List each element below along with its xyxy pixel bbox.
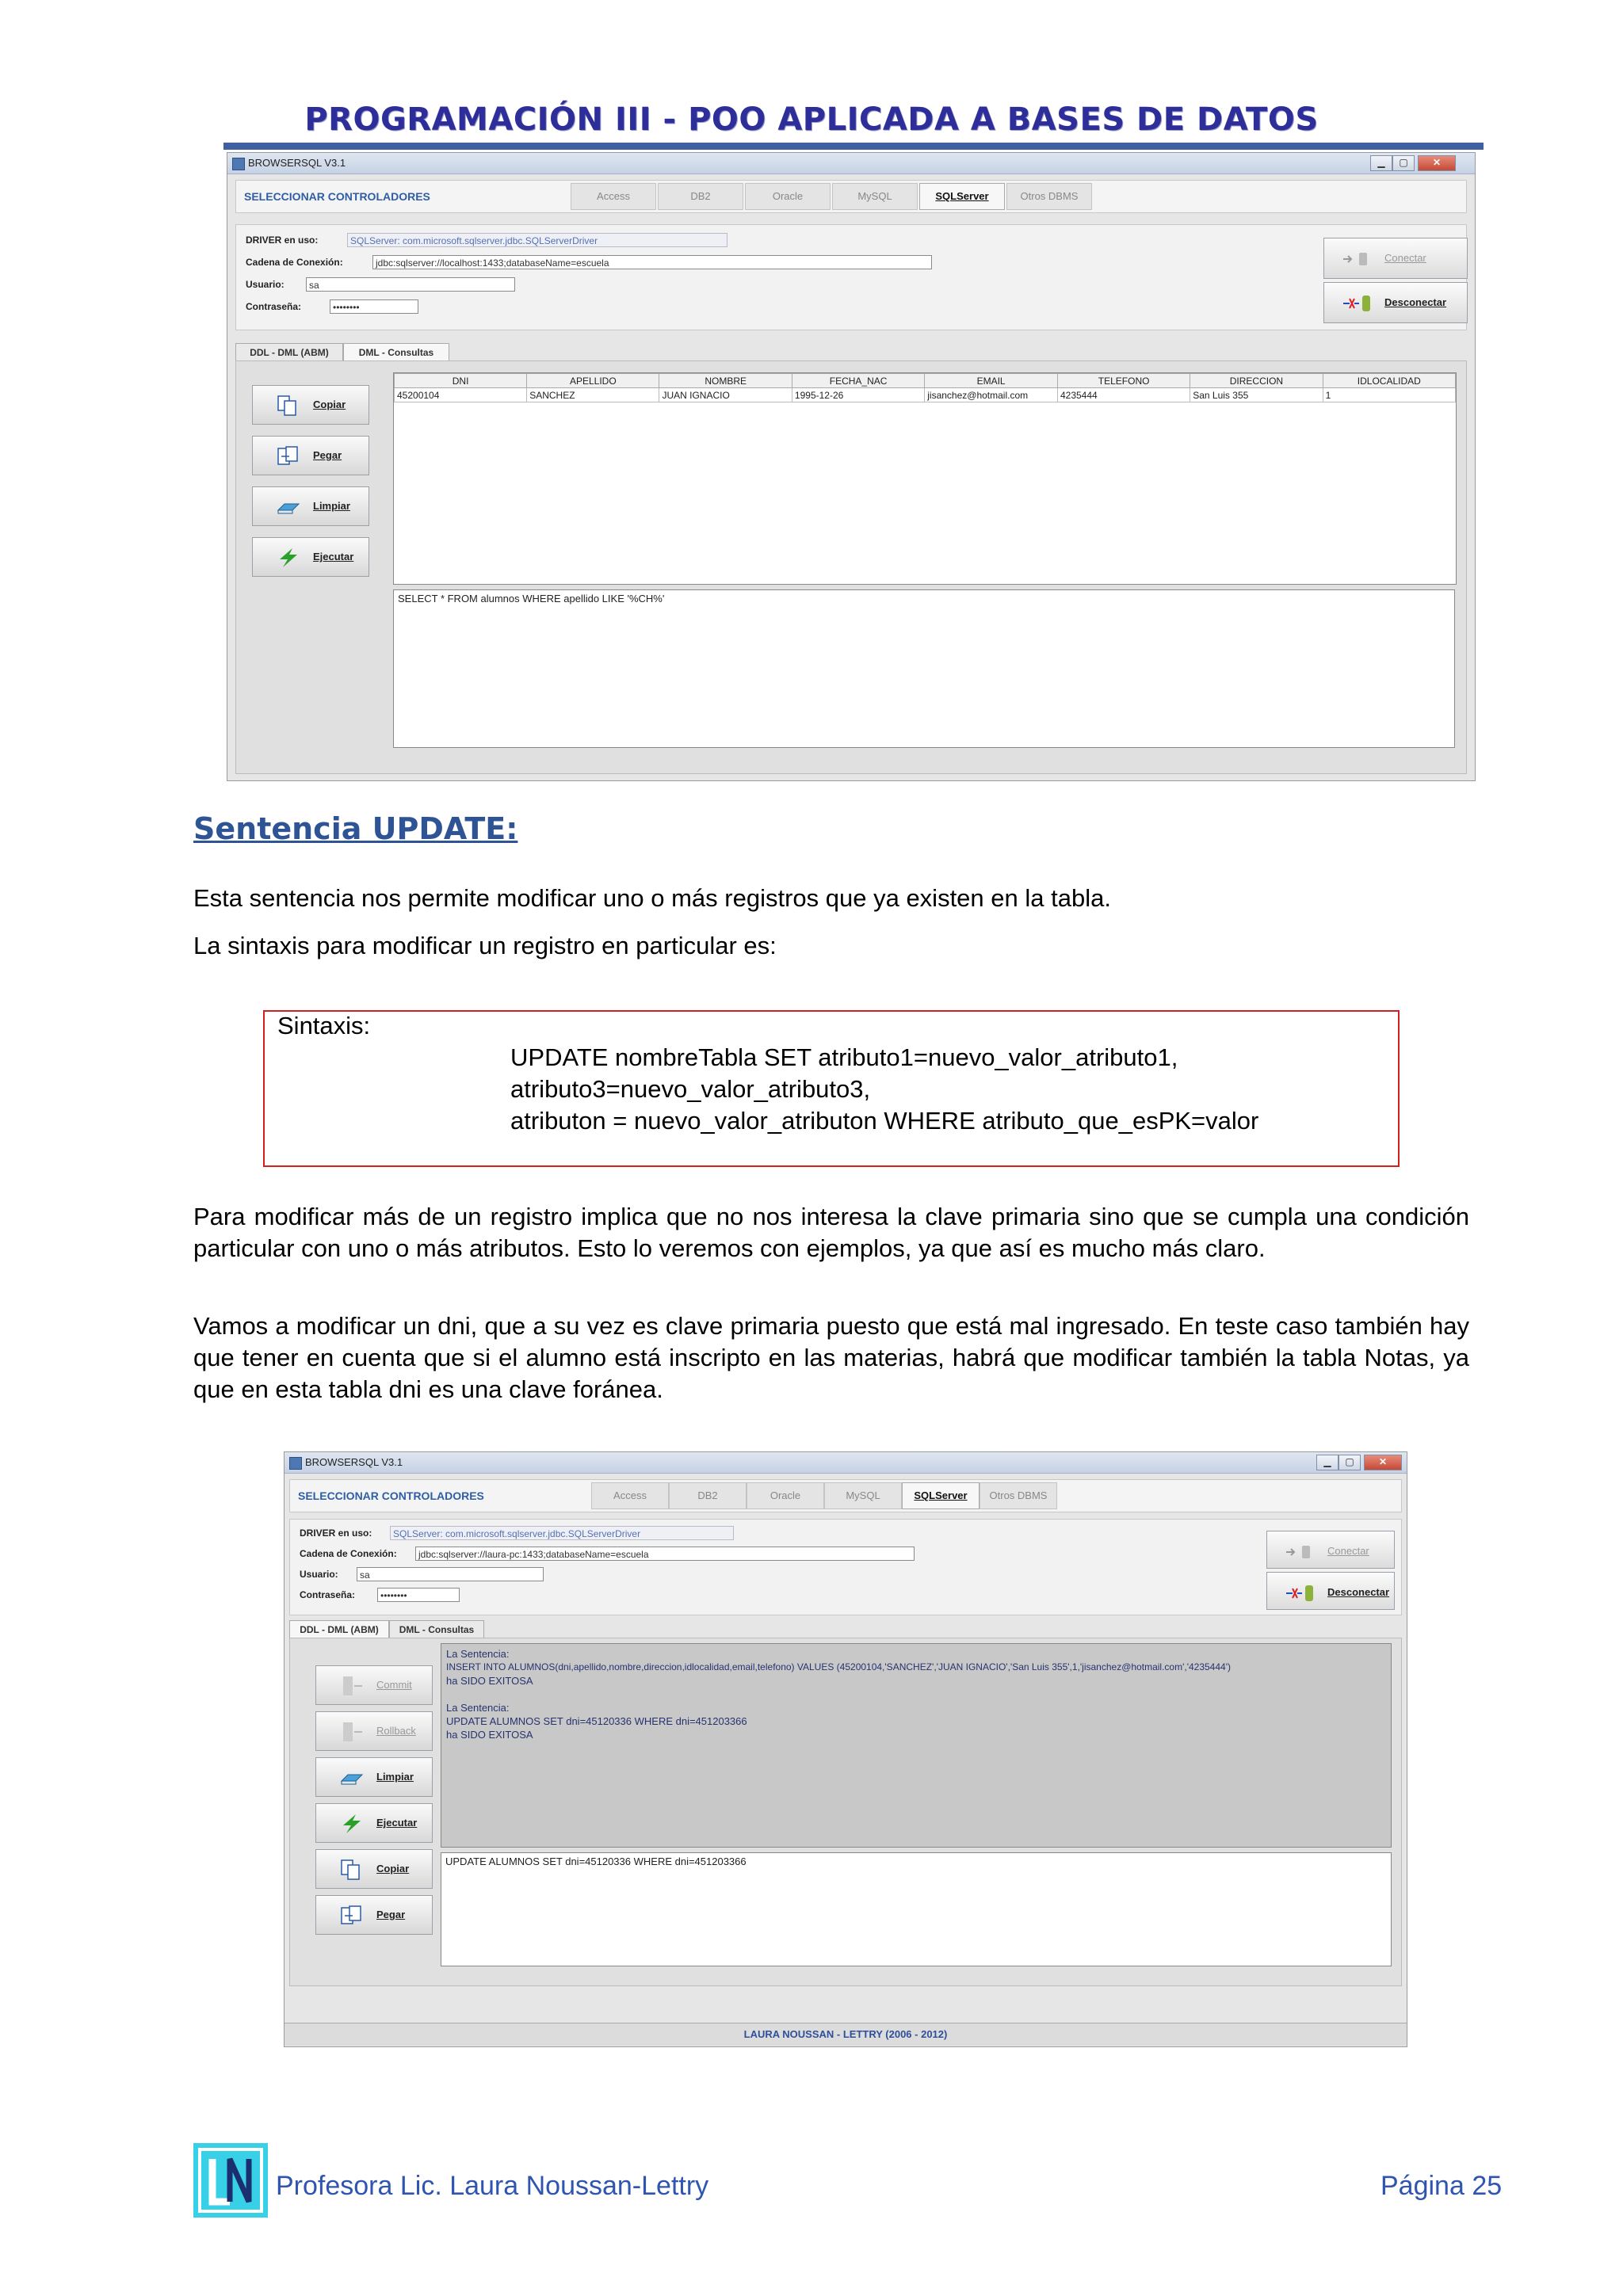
syntax-line-3: atributon = nuevo_valor_atributon WHERE atributo_que_esPK=valor [510,1107,1259,1135]
table-cell: SANCHEZ [527,388,659,402]
column-header[interactable]: APELLIDO [527,374,659,388]
connection-panel [235,224,1467,330]
tab-sqlserver[interactable]: SQLServer [902,1482,980,1509]
app-window-2 [284,1451,1407,2047]
maximize-icon[interactable]: ▢ [1392,155,1415,171]
copy-button[interactable]: Copiar [315,1849,433,1889]
rollback-icon [338,1721,365,1743]
syntax-label: Sintaxis: [277,1012,371,1039]
driver-selector [289,1479,1402,1512]
table-cell: 1 [1323,388,1455,402]
connect-icon [1285,1543,1316,1562]
log-line: UPDATE ALUMNOS SET dni=45120336 WHERE dni=451203366 [446,1715,747,1727]
page-header: PROGRAMACIÓN III - POO APLICADA A BASES DE DATOS [304,101,1319,138]
column-header[interactable]: IDLOCALIDAD [1323,374,1455,388]
execute-button[interactable]: Ejecutar [252,537,369,577]
table-cell: 4235444 [1057,388,1190,402]
tab-otros-dbms[interactable]: Otros DBMS [1006,183,1092,210]
table-cell: 45200104 [395,388,527,402]
disconnect-icon [1285,1584,1316,1603]
connection-string-input[interactable]: jdbc:sqlserver://localhost:1433;databaseName=escuela [372,255,932,269]
header-rule [223,143,1484,150]
column-header[interactable]: FECHA_NAC [792,374,924,388]
tab-ddl-dml[interactable]: DDL - DML (ABM) [235,343,343,362]
paste-icon [275,445,302,467]
paste-icon [338,1905,365,1927]
column-header[interactable]: TELEFONO [1057,374,1190,388]
close-icon[interactable]: ✕ [1418,155,1456,171]
driver-field: SQLServer: com.microsoft.sqlserver.jdbc.SQLServerDriver [347,233,727,247]
close-icon[interactable]: ✕ [1364,1455,1402,1470]
page-number: Página 25 [1381,2171,1503,2201]
footer-author: Profesora Lic. Laura Noussan-Lettry [276,2171,709,2201]
table-cell: jisanchez@hotmail.com [925,388,1058,402]
drivers-label: SELECCIONAR CONTROLADORES [298,1489,484,1502]
pass-label: Contraseña: [300,1589,356,1600]
execute-button[interactable]: Ejecutar [315,1803,433,1843]
user-label: Usuario: [300,1569,338,1580]
disconnect-icon [1342,294,1373,313]
table-cell: 1995-12-26 [792,388,924,402]
log-line: ha SIDO EXITOSA [446,1729,533,1741]
table-row[interactable] [395,388,1456,402]
tab-ddl-dml[interactable]: DDL - DML (ABM) [289,1620,389,1639]
user-input[interactable]: sa [357,1567,544,1581]
log-line: La Sentencia: [446,1648,510,1660]
window-title: BROWSERSQL V3.1 [305,1456,403,1468]
tab-db2[interactable]: DB2 [658,183,743,210]
tab-dml-consultas[interactable]: DML - Consultas [389,1620,484,1639]
consultas-panel [235,360,1467,774]
password-input[interactable]: •••••••• [377,1588,460,1602]
column-header[interactable]: DNI [395,374,527,388]
copy-button[interactable]: Copiar [252,385,369,425]
pass-label: Contraseña: [246,301,302,312]
tab-mysql[interactable]: MySQL [824,1482,902,1509]
tab-dml-consultas[interactable]: DML - Consultas [343,343,449,362]
log-line: ha SIDO EXITOSA [446,1675,533,1687]
paste-button[interactable]: Pegar [315,1895,433,1935]
execution-log [441,1643,1392,1848]
tab-mysql[interactable]: MySQL [832,183,918,210]
log-line: La Sentencia: [446,1702,510,1714]
eraser-icon [275,496,302,518]
commit-button[interactable]: Commit [315,1665,433,1705]
paragraph-multi-register: Para modificar más de un registro implica que no nos interesa la clave primaria sino que se cumpla una condición particular con uno o más atributos. Esto lo veremos con ejemplos, ya que así es mucho más claro. [193,1203,1469,1262]
rollback-button[interactable]: Rollback [315,1711,433,1751]
table-cell: San Luis 355 [1190,388,1323,402]
connect-button[interactable]: Conectar [1323,238,1468,279]
tab-oracle[interactable]: Oracle [747,1482,824,1509]
copy-icon [338,1859,365,1881]
window-titlebar [227,153,1475,174]
driver-selector [235,180,1467,213]
lightning-icon [338,1813,365,1835]
column-header[interactable]: DIRECCION [1190,374,1323,388]
syntax-line-2: atributo3=nuevo_valor_atributo3, [510,1075,871,1103]
maximize-icon[interactable]: ▢ [1338,1455,1361,1470]
minimize-icon[interactable]: ▁ [1316,1455,1338,1470]
conn-label: Cadena de Conexión: [246,257,343,268]
conn-label: Cadena de Conexión: [300,1548,397,1559]
minimize-icon[interactable]: ▁ [1370,155,1392,171]
column-header[interactable]: EMAIL [925,374,1058,388]
query-editor[interactable]: UPDATE ALUMNOS SET dni=45120336 WHERE dni=451203366 [441,1852,1392,1966]
tab-access[interactable]: Access [591,1482,669,1509]
app-icon [289,1457,302,1470]
app-footer: LAURA NOUSSAN - LETTRY (2006 - 2012) [285,2023,1407,2046]
app-icon [232,158,245,170]
logo-icon [193,2143,268,2218]
commit-icon [338,1675,365,1697]
paragraph-syntax-intro: La sintaxis para modificar un registro en particular es: [193,932,777,959]
driver-label: DRIVER en uso: [300,1527,372,1539]
connection-panel [289,1519,1402,1615]
copy-icon [275,395,302,417]
user-label: Usuario: [246,279,285,290]
user-input[interactable]: sa [306,277,515,292]
tab-access[interactable]: Access [571,183,656,210]
eraser-icon [338,1767,365,1789]
connection-string-input[interactable]: jdbc:sqlserver://laura-pc:1433;databaseName=escuela [415,1547,915,1561]
driver-label: DRIVER en uso: [246,235,319,246]
paragraph-dni-example: Vamos a modificar un dni, que a su vez es clave primaria puesto que está mal ingresado. En teste caso también hay que tener en cuenta que si el alumno está inscripto en las materias, habrá que modificar también la tabla Notas, ya que en esta tabla dni es una clave foránea. [193,1312,1469,1403]
query-editor[interactable]: SELECT * FROM alumnos WHERE apellido LIKE '%CH%' [393,589,1455,748]
driver-field: SQLServer: com.microsoft.sqlserver.jdbc.SQLServerDriver [390,1526,734,1540]
syntax-line-1: UPDATE nombreTabla SET atributo1=nuevo_valor_atributo1, [510,1043,1178,1071]
disconnect-button[interactable]: Desconectar [1266,1572,1395,1610]
window-titlebar [285,1452,1407,1474]
abm-panel [289,1638,1402,1986]
tab-otros-dbms[interactable]: Otros DBMS [980,1482,1057,1509]
results-table [393,372,1457,585]
window-title: BROWSERSQL V3.1 [248,157,346,169]
disconnect-button[interactable]: Desconectar [1323,282,1468,323]
connect-icon [1342,250,1373,269]
table-cell: JUAN IGNACIO [659,388,792,402]
connect-button[interactable]: Conectar [1266,1531,1395,1569]
paragraph-intro: Esta sentencia nos permite modificar uno o más registros que ya existen en la tabla. [193,884,1111,912]
lightning-icon [275,547,302,569]
column-header[interactable]: NOMBRE [659,374,792,388]
tab-db2[interactable]: DB2 [669,1482,747,1509]
tab-oracle[interactable]: Oracle [745,183,831,210]
paste-button[interactable]: Pegar [252,436,369,475]
log-line: INSERT INTO ALUMNOS(dni,apellido,nombre,direccion,idlocalidad,email,telefono) VALUES (45200104,'SANCHEZ','JUAN IGNACIO','San Luis 355',1,'jisanchez@hotmail.com','4235444') [446,1661,1231,1672]
drivers-label: SELECCIONAR CONTROLADORES [244,190,430,203]
password-input[interactable]: •••••••• [330,299,418,314]
section-heading: Sentencia UPDATE: [193,811,518,846]
app-window-1 [227,152,1476,781]
clear-button[interactable]: Limpiar [315,1757,433,1797]
clear-button[interactable]: Limpiar [252,486,369,526]
tab-sqlserver[interactable]: SQLServer [919,183,1005,210]
